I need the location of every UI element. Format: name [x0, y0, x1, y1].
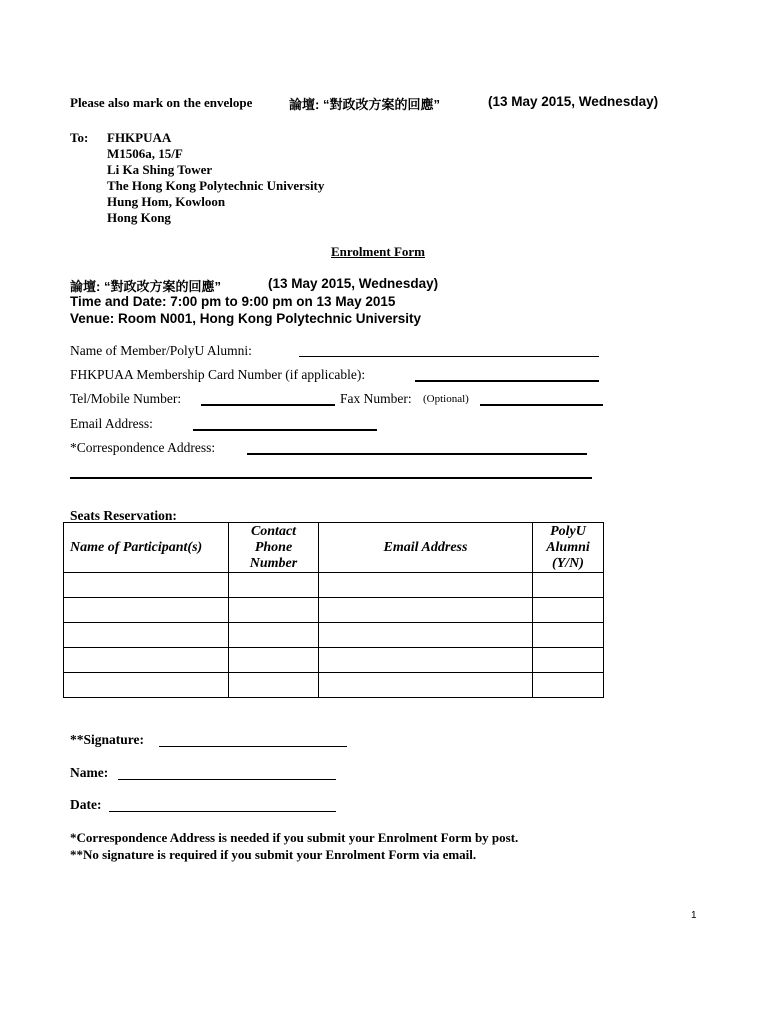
participant-name-cell[interactable]	[64, 623, 229, 648]
event-date: (13 May 2015, Wednesday)	[268, 276, 439, 291]
fax-field[interactable]	[480, 404, 603, 406]
participant-phone-cell[interactable]	[229, 673, 319, 698]
envelope-title-cn: 論壇: “對政改方案的回應”	[289, 97, 440, 112]
event-time-date: Time and Date: 7:00 pm to 9:00 pm on 13 May 2015	[70, 294, 396, 309]
col-header-phone-text: Contact Phone Number	[249, 523, 298, 571]
signature-name-field[interactable]	[118, 779, 336, 780]
tel-field[interactable]	[201, 404, 335, 406]
participant-name-cell[interactable]	[64, 648, 229, 673]
col-header-phone	[229, 523, 319, 573]
note-correspondence: *Correspondence Address is needed if you submit your Enrolment Form by post.	[70, 830, 519, 845]
participant-name-cell[interactable]	[64, 598, 229, 623]
event-title-cn: 論壇: “對政改方案的回應”	[70, 279, 221, 294]
envelope-prefix: Please also mark on the envelope	[70, 95, 253, 110]
signature-date-field[interactable]	[109, 811, 336, 812]
participant-email-cell[interactable]	[319, 648, 533, 673]
fax-optional-note: (Optional)	[423, 393, 469, 405]
table-row	[64, 623, 604, 648]
address-line: Hong Kong	[107, 210, 171, 225]
address-line: The Hong Kong Polytechnic University	[107, 178, 325, 193]
member-name-field[interactable]	[299, 356, 599, 357]
page-number: 1	[691, 910, 697, 921]
mailing-address	[107, 130, 324, 226]
signature-date-label: Date:	[70, 797, 102, 812]
col-header-alumni	[533, 523, 604, 573]
address-line: Li Ka Shing Tower	[107, 162, 213, 177]
member-name-label: Name of Member/PolyU Alumni:	[70, 343, 252, 358]
participant-phone-cell[interactable]	[229, 623, 319, 648]
participant-name-cell[interactable]	[64, 573, 229, 598]
table-row	[64, 648, 604, 673]
signature-label: **Signature:	[70, 732, 145, 747]
participant-phone-cell[interactable]	[229, 598, 319, 623]
correspondence-label: *Correspondence Address:	[70, 440, 216, 455]
table-row	[64, 673, 604, 698]
note-signature: **No signature is required if you submit your Enrolment Form via email.	[70, 847, 477, 862]
seats-title: Seats Reservation:	[70, 508, 177, 523]
correspondence-field[interactable]	[247, 453, 587, 455]
fax-label: Fax Number:	[340, 391, 412, 406]
participant-alumni-cell[interactable]	[533, 598, 604, 623]
membership-card-field[interactable]	[415, 380, 599, 382]
event-venue: Venue: Room N001, Hong Kong Polytechnic University	[70, 311, 422, 326]
participant-name-cell[interactable]	[64, 673, 229, 698]
participant-alumni-cell[interactable]	[533, 623, 604, 648]
envelope-date: (13 May 2015, Wednesday)	[488, 94, 659, 109]
address-line: Hung Hom, Kowloon	[107, 194, 226, 209]
col-header-alumni-text: PolyU Alumni (Y/N)	[546, 523, 590, 571]
signature-field[interactable]	[159, 746, 347, 747]
participant-alumni-cell[interactable]	[533, 573, 604, 598]
col-header-email: Email Address	[319, 523, 533, 573]
participant-email-cell[interactable]	[319, 573, 533, 598]
address-line: M1506a, 15/F	[107, 146, 183, 161]
correspondence-field-line-2[interactable]	[70, 477, 592, 479]
table-row	[64, 573, 604, 598]
email-label: Email Address:	[70, 416, 153, 431]
email-field[interactable]	[193, 429, 377, 431]
table-row	[64, 598, 604, 623]
participant-alumni-cell[interactable]	[533, 673, 604, 698]
participant-alumni-cell[interactable]	[533, 648, 604, 673]
tel-label: Tel/Mobile Number:	[70, 391, 182, 406]
form-heading: Enrolment Form	[331, 244, 425, 259]
seats-table	[63, 522, 604, 698]
participant-email-cell[interactable]	[319, 598, 533, 623]
membership-card-label: FHKPUAA Membership Card Number (if applicable):	[70, 367, 366, 382]
participant-phone-cell[interactable]	[229, 648, 319, 673]
participant-email-cell[interactable]	[319, 673, 533, 698]
col-header-name: Name of Participant(s)	[64, 523, 229, 573]
participant-phone-cell[interactable]	[229, 573, 319, 598]
to-label: To:	[70, 130, 89, 145]
signature-name-label: Name:	[70, 765, 109, 780]
participant-email-cell[interactable]	[319, 623, 533, 648]
address-line: FHKPUAA	[107, 130, 172, 145]
table-header-row	[64, 523, 604, 573]
